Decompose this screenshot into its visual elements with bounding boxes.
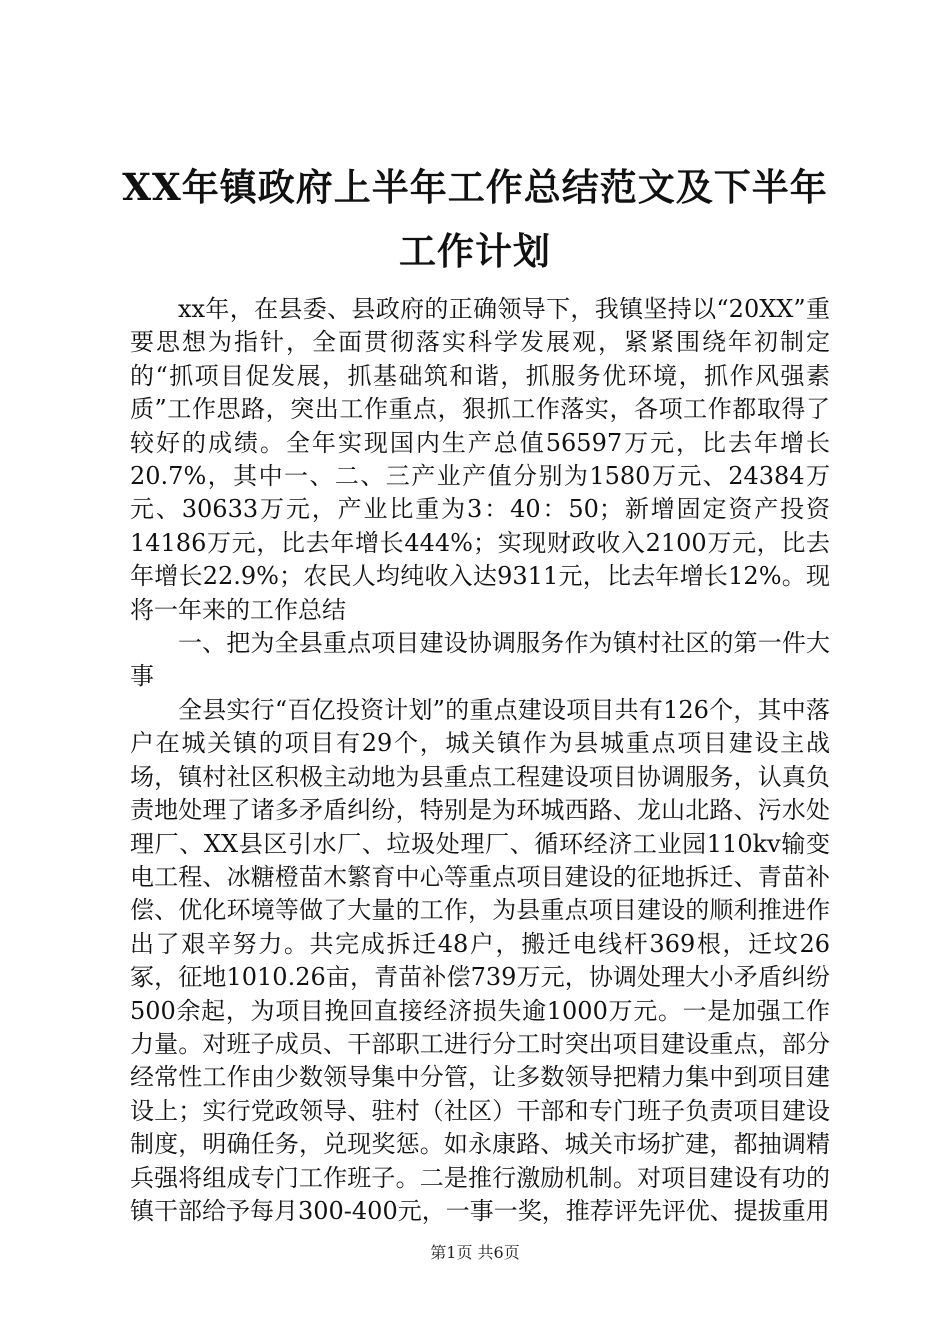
document-body [130,293,830,1228]
intro-paragraph: xx年，在县委、县政府的正确领导下，我镇坚持以“20XX”重要思想为指针，全面贯彻落实科学发展观，紧紧围绕年初制定的“抓项目促发展，抓基础筑和谐，抓服务优环境，抓作风强素质”工作思路，突出工作重点，狠抓工作落实，各项工作都取得了较好的成绩。全年实现国内生产总值56597万元，比去年增长20.7%，其中一、二、三产业产值分别为1580万元、24384万元、30633万元，产业比重为3：40：50；新增固定资产投资14186万元，比去年增长444%；实现财政收入2100万元，比去年增长22.9%；农民人均纯收入达9311元，比去年增长12%。现将一年来的工作总结 [130,295,830,624]
document-title: XX年镇政府上半年工作总结范文及下半年工作计划 [122,165,828,273]
page-number-footer: 第1页 共6页 [430,1243,520,1262]
section-heading-1: 一、把为全县重点项目建设协调服务作为镇村社区的第一件大事 [130,629,830,691]
section-1-paragraph: 全县实行“百亿投资计划”的重点建设项目共有126个，其中落户在城关镇的项目有29个，城关镇作为县城重点项目建设主战场，镇村社区积极主动地为县重点工程建设项目协调服务，认真负责地处理了诸多矛盾纠纷，特别是为环城西路、龙山北路、污水处理厂、XX县区引水厂、垃圾处理厂、循环经济工业园110kv输变电工程、冰糖橙苗木繁育中心等重点项目建设的征地拆迁、青苗补偿、优化环境等做了大量的工作，为县重点项目建设的顺利推进作出了艰辛努力。共完成拆迁48户，搬迁电线杆369根，迁坟26冢，征地1010.26亩，青苗补偿739万元，协调处理大小矛盾纠纷500余起，为项目挽回直接经济损失逾1000万元。一是加强工作力量。对班子成员、干部职工进行分工时突出项目建设重点，部分经常性工作由少数领导集中分管，让多数领导把精力集中到项目建设上；实行党政领导、驻村（社区）干部和专门班子负责项目建设制度，明确任务，兑现奖惩。如永康路、城关市场扩建，都抽调精兵强将组成专门工作班子。二是推行激励机制。对项目建设有功的镇干部给予每月300-400元，一事一奖，推荐评先评优、提拔重用 [130,695,830,1225]
